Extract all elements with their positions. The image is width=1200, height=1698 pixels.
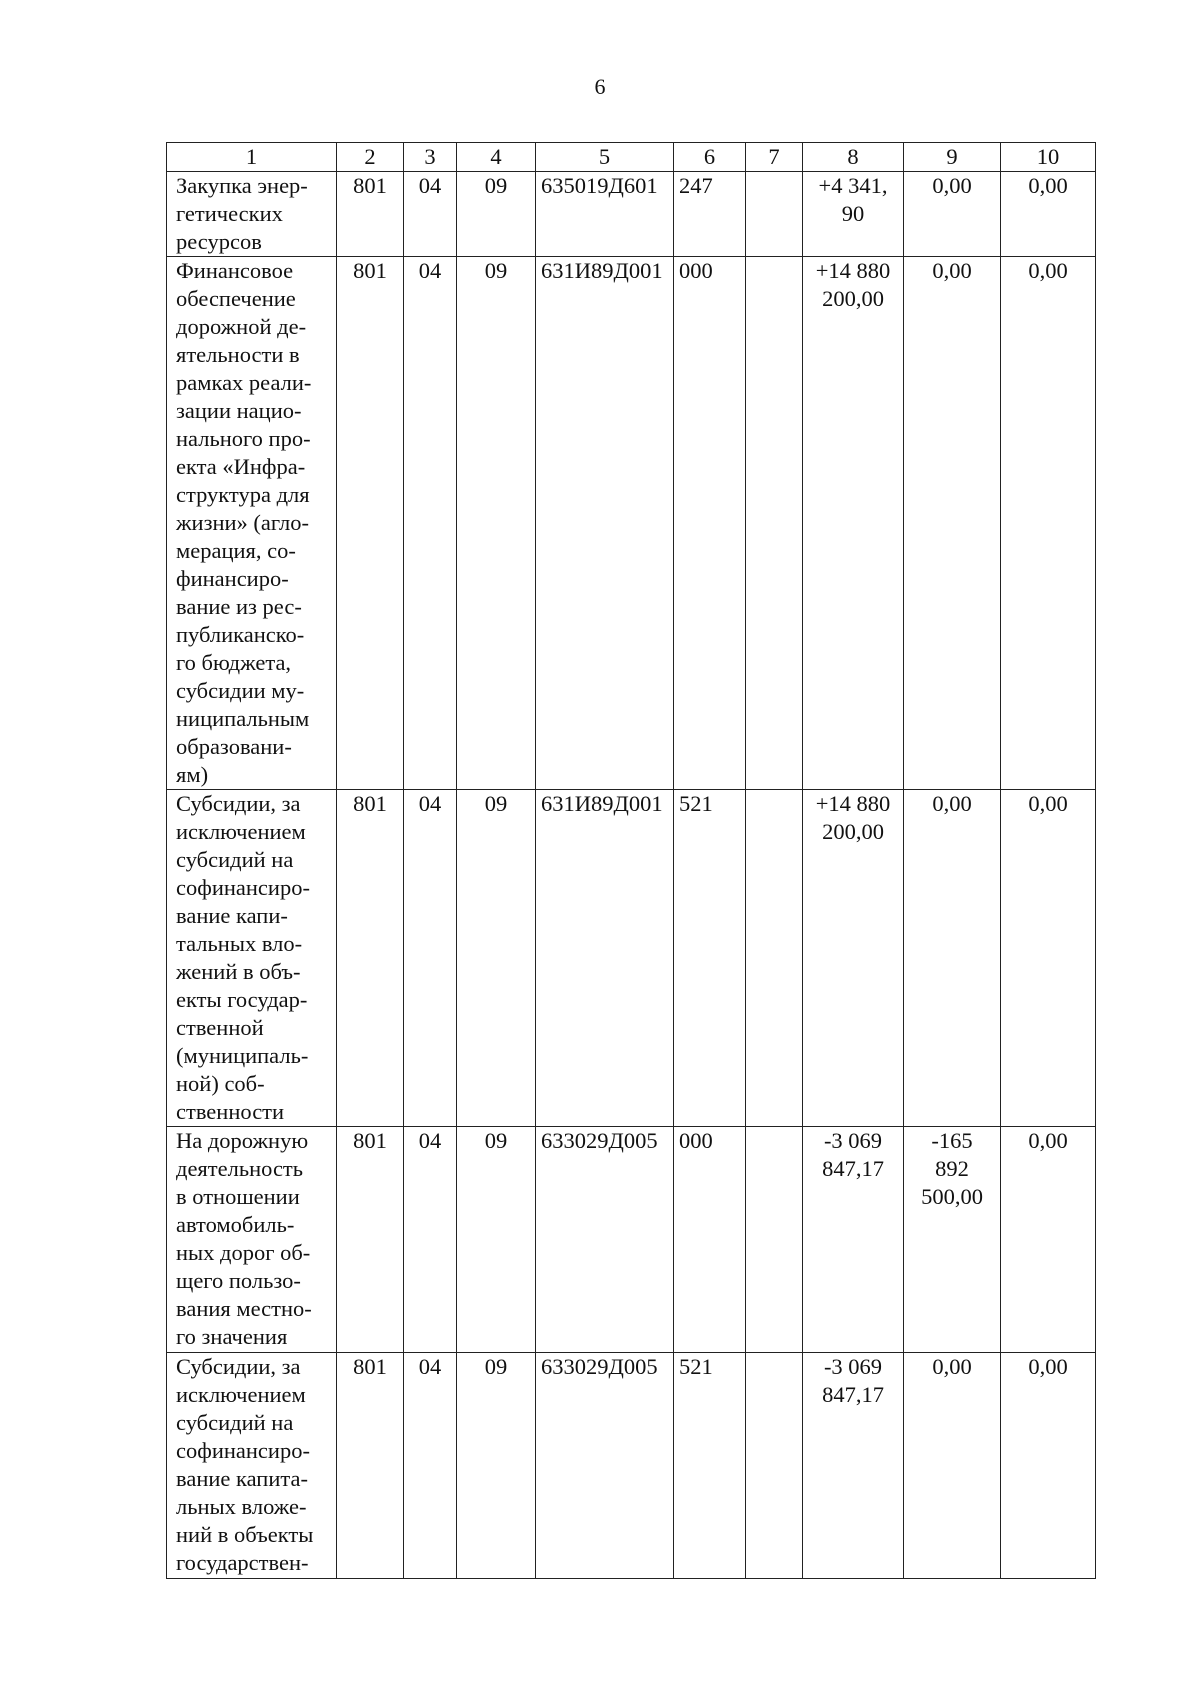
amount-cell: -3 069 847,17 bbox=[803, 1127, 904, 1353]
table-header-row bbox=[167, 143, 1096, 172]
header-cell: 3 bbox=[404, 143, 457, 172]
page-number: 6 bbox=[594, 74, 606, 99]
amount-cell: +14 880 200,00 bbox=[803, 790, 904, 1127]
header-cell: 5 bbox=[536, 143, 674, 172]
row-name-cell: На дорожную деятельность в отношении автомобиль- ных дорог об- щего пользо- вания местно- го значения bbox=[167, 1127, 337, 1353]
amount-cell: 0,00 bbox=[904, 1353, 1001, 1579]
amount-cell: 0,00 bbox=[904, 790, 1001, 1127]
header-cell: 8 bbox=[803, 143, 904, 172]
code-cell bbox=[746, 1353, 803, 1579]
table-row bbox=[167, 1127, 1096, 1353]
amount-cell: 0,00 bbox=[1001, 257, 1096, 790]
amount-cell: 0,00 bbox=[904, 172, 1001, 257]
code-cell: 631И89Д001 bbox=[536, 790, 674, 1127]
code-cell: 631И89Д001 bbox=[536, 257, 674, 790]
amount-cell: 0,00 bbox=[1001, 1127, 1096, 1353]
amount-cell: 0,00 bbox=[1001, 790, 1096, 1127]
header-cell: 4 bbox=[457, 143, 536, 172]
code-cell: 801 bbox=[337, 1353, 404, 1579]
code-cell: 04 bbox=[404, 790, 457, 1127]
row-name-cell: Финансовое обеспечение дорожной де- ятельности в рамках реали- зации нацио- нального про- екта «Инфра- структура для жизни» (агло- мерация, со- финансиро- вание из рес- публиканско- го бюджета, субсидии му- ниципальным образовани- ям) bbox=[167, 257, 337, 790]
amount-cell: 0,00 bbox=[1001, 172, 1096, 257]
table-row bbox=[167, 172, 1096, 257]
code-cell bbox=[746, 257, 803, 790]
code-cell: 801 bbox=[337, 1127, 404, 1353]
header-cell: 10 bbox=[1001, 143, 1096, 172]
header-cell: 2 bbox=[337, 143, 404, 172]
code-cell: 04 bbox=[404, 1353, 457, 1579]
code-cell: 801 bbox=[337, 790, 404, 1127]
amount-cell: -165 892 500,00 bbox=[904, 1127, 1001, 1353]
header-cell: 1 bbox=[167, 143, 337, 172]
code-cell: 09 bbox=[457, 1127, 536, 1353]
code-cell bbox=[746, 1127, 803, 1353]
code-cell: 635019Д601 bbox=[536, 172, 674, 257]
row-name-cell: Субсидии, за исключением субсидий на софинансиро- вание капи- тальных вло- жений в объ- екты государ- ственной (муниципаль- ной) соб- ственности bbox=[167, 790, 337, 1127]
row-name-cell: Субсидии, за исключением субсидий на софинансиро- вание капита- льных вложе- ний в объекты государствен- bbox=[167, 1353, 337, 1579]
code-cell: 000 bbox=[674, 1127, 746, 1353]
code-cell: 521 bbox=[674, 790, 746, 1127]
row-name-cell: Закупка энер- гетических ресурсов bbox=[167, 172, 337, 257]
code-cell: 09 bbox=[457, 1353, 536, 1579]
header-cell: 6 bbox=[674, 143, 746, 172]
code-cell: 09 bbox=[457, 257, 536, 790]
amount-cell: +14 880 200,00 bbox=[803, 257, 904, 790]
code-cell bbox=[746, 790, 803, 1127]
table-row bbox=[167, 257, 1096, 790]
table-row bbox=[167, 790, 1096, 1127]
amount-cell: -3 069 847,17 bbox=[803, 1353, 904, 1579]
code-cell: 000 bbox=[674, 257, 746, 790]
amount-cell: 0,00 bbox=[1001, 1353, 1096, 1579]
code-cell: 801 bbox=[337, 257, 404, 790]
code-cell: 09 bbox=[457, 172, 536, 257]
code-cell: 04 bbox=[404, 257, 457, 790]
code-cell: 09 bbox=[457, 790, 536, 1127]
table-row bbox=[167, 1353, 1096, 1579]
header-cell: 9 bbox=[904, 143, 1001, 172]
budget-table bbox=[166, 142, 1096, 1579]
code-cell: 521 bbox=[674, 1353, 746, 1579]
code-cell: 04 bbox=[404, 172, 457, 257]
amount-cell: +4 341, 90 bbox=[803, 172, 904, 257]
code-cell: 633029Д005 bbox=[536, 1127, 674, 1353]
header-cell: 7 bbox=[746, 143, 803, 172]
code-cell: 04 bbox=[404, 1127, 457, 1353]
code-cell: 633029Д005 bbox=[536, 1353, 674, 1579]
code-cell bbox=[746, 172, 803, 257]
code-cell: 801 bbox=[337, 172, 404, 257]
amount-cell: 0,00 bbox=[904, 257, 1001, 790]
code-cell: 247 bbox=[674, 172, 746, 257]
